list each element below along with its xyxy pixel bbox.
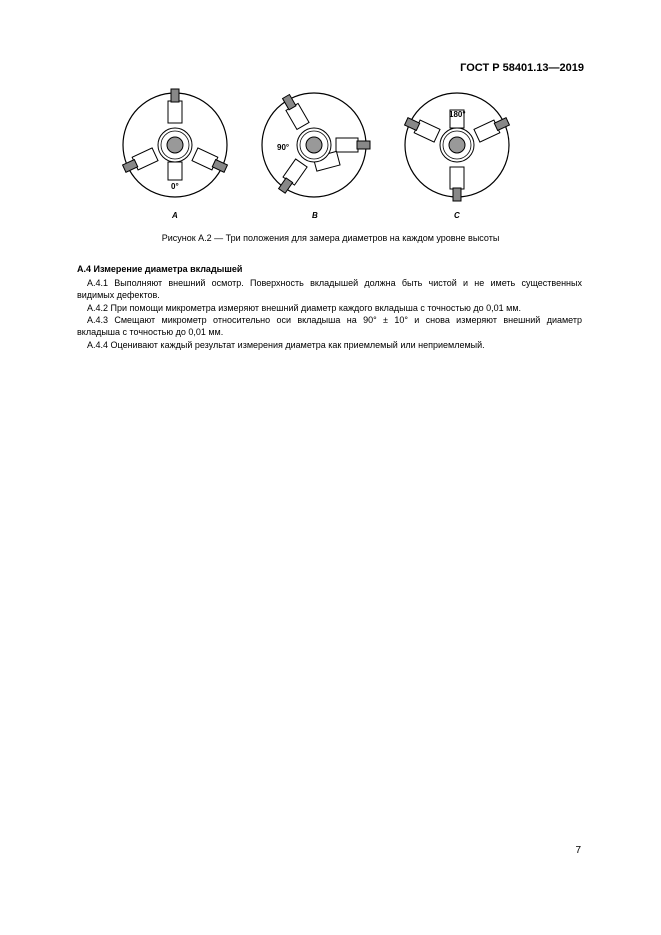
- figure-caption: Рисунок А.2 — Три положения для замера диаметров на каждом уровне высоты: [161, 233, 500, 243]
- panel-a-angle: 0°: [171, 182, 179, 191]
- panel-a-diagram: [121, 89, 228, 197]
- paragraph-a44: [87, 339, 582, 351]
- panel-b-letter: B: [312, 211, 318, 220]
- paragraph-a44-text1: А.4.4 Оценивают каждый результат измерения диаметра как приемлемый или неприемлемый.: [87, 340, 485, 350]
- paragraph-a42: [87, 302, 582, 314]
- section-title: А.4 Измерение диаметра вкладышей: [77, 264, 243, 274]
- paragraph-a42-text1: А.4.2 При помощи микрометра измеряют внешний диаметр каждого вкладыша с точностью до 0,01 мм.: [87, 303, 522, 313]
- paragraph-a43-text1: А.4.3 Смещают микрометр относительно оси вкладыша на 90° ± 10° и снова измеряют внешний диаметр: [87, 315, 582, 325]
- figure-a2: [0, 88, 661, 228]
- panel-c-letter: C: [454, 211, 460, 220]
- panel-a-letter: A: [172, 211, 178, 220]
- document-header: ГОСТ Р 58401.13—2019: [460, 62, 584, 74]
- panel-b-angle: 90°: [277, 143, 290, 152]
- paragraph-a41-text1: А.4.1 Выполняют внешний осмотр. Поверхность вкладышей должна быть чистой и не иметь существенных: [87, 278, 582, 288]
- page-number: 7: [575, 845, 581, 856]
- paragraph-a41: [77, 277, 582, 301]
- paragraph-a43-text2: вкладыша с точностью до 0,01 мм.: [77, 327, 224, 337]
- panel-c-angle: 180°: [449, 110, 466, 119]
- paragraph-a41-text2: видимых дефектов.: [77, 290, 160, 300]
- figure-diagram: [0, 88, 661, 228]
- paragraph-a43: [77, 314, 582, 338]
- paragraph-a41-line1: [87, 277, 582, 289]
